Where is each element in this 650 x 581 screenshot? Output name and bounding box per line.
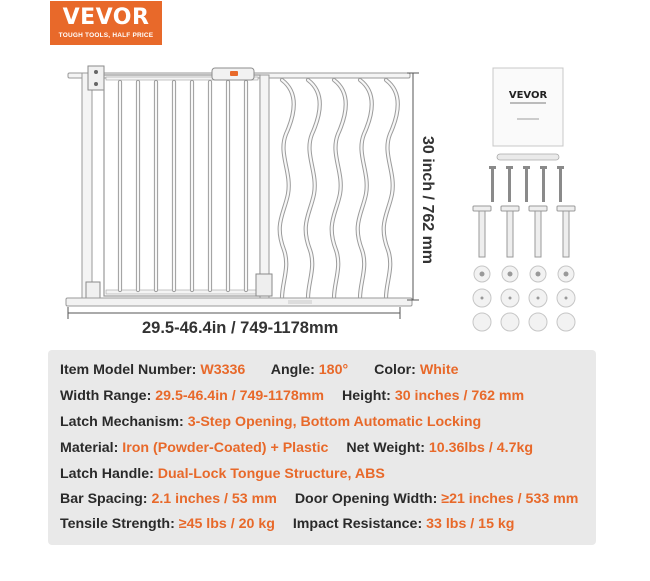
- material-value: Iron (Powder-Coated) + Plastic: [122, 440, 329, 456]
- color-value: White: [419, 362, 459, 378]
- model-label: Item Model Number:: [60, 362, 197, 378]
- model-value: W3336: [200, 362, 246, 378]
- manual-booklet: [493, 68, 563, 146]
- spec-row-1: [60, 362, 458, 378]
- impact-value: 33 lbs / 15 kg: [426, 516, 515, 532]
- latch-value: 3-Step Opening, Bottom Automatic Locking: [187, 414, 482, 430]
- brand-tagline: TOUGH TOOLS, HALF PRICE: [58, 32, 154, 39]
- spec-row-3: [60, 414, 481, 430]
- angle-value: 180°: [318, 362, 349, 378]
- brand-name: VEVOR: [62, 5, 150, 30]
- handle-label: Latch Handle:: [60, 466, 154, 482]
- door-label: Door Opening Width:: [294, 491, 438, 507]
- spec-row-2: [60, 388, 524, 404]
- weight-value: 10.36lbs / 4.7kg: [428, 440, 534, 456]
- material-label: Material:: [60, 440, 119, 456]
- spec-row-6: [60, 491, 578, 507]
- spec-row-7: [60, 516, 514, 532]
- latch-label: Latch Mechanism:: [60, 414, 184, 430]
- spacing-value: 2.1 inches / 53 mm: [151, 491, 277, 507]
- door-value: ≥21 inches / 533 mm: [441, 491, 579, 507]
- impact-label: Impact Resistance:: [292, 516, 423, 532]
- spacing-label: Bar Spacing:: [60, 491, 148, 507]
- height-value: 30 inches / 762 mm: [394, 388, 525, 404]
- manual-brand: VEVOR: [508, 90, 548, 101]
- angle-label: Angle:: [270, 362, 315, 378]
- color-label: Color:: [374, 362, 416, 378]
- width-label: Width Range:: [60, 388, 152, 404]
- gate-illustration: [60, 62, 420, 327]
- spec-row-5: [60, 466, 385, 482]
- spec-row-4: [60, 440, 533, 456]
- spec-panel: [48, 350, 596, 545]
- height-dimension-text: 30 inch / 762 mm: [419, 135, 436, 265]
- accessory-parts: [455, 60, 605, 335]
- width-value: 29.5-46.4in / 749-1178mm: [155, 388, 325, 404]
- width-dimension-label: 29.5-46.4in / 749-1178mm: [142, 319, 339, 337]
- tensile-label: Tensile Strength:: [60, 516, 175, 532]
- weight-label: Net Weight:: [346, 440, 425, 456]
- handle-value: Dual-Lock Tongue Structure, ABS: [157, 466, 385, 482]
- brand-logo: [50, 1, 162, 45]
- tensile-value: ≥45 lbs / 20 kg: [178, 516, 275, 532]
- height-label: Height:: [342, 388, 391, 404]
